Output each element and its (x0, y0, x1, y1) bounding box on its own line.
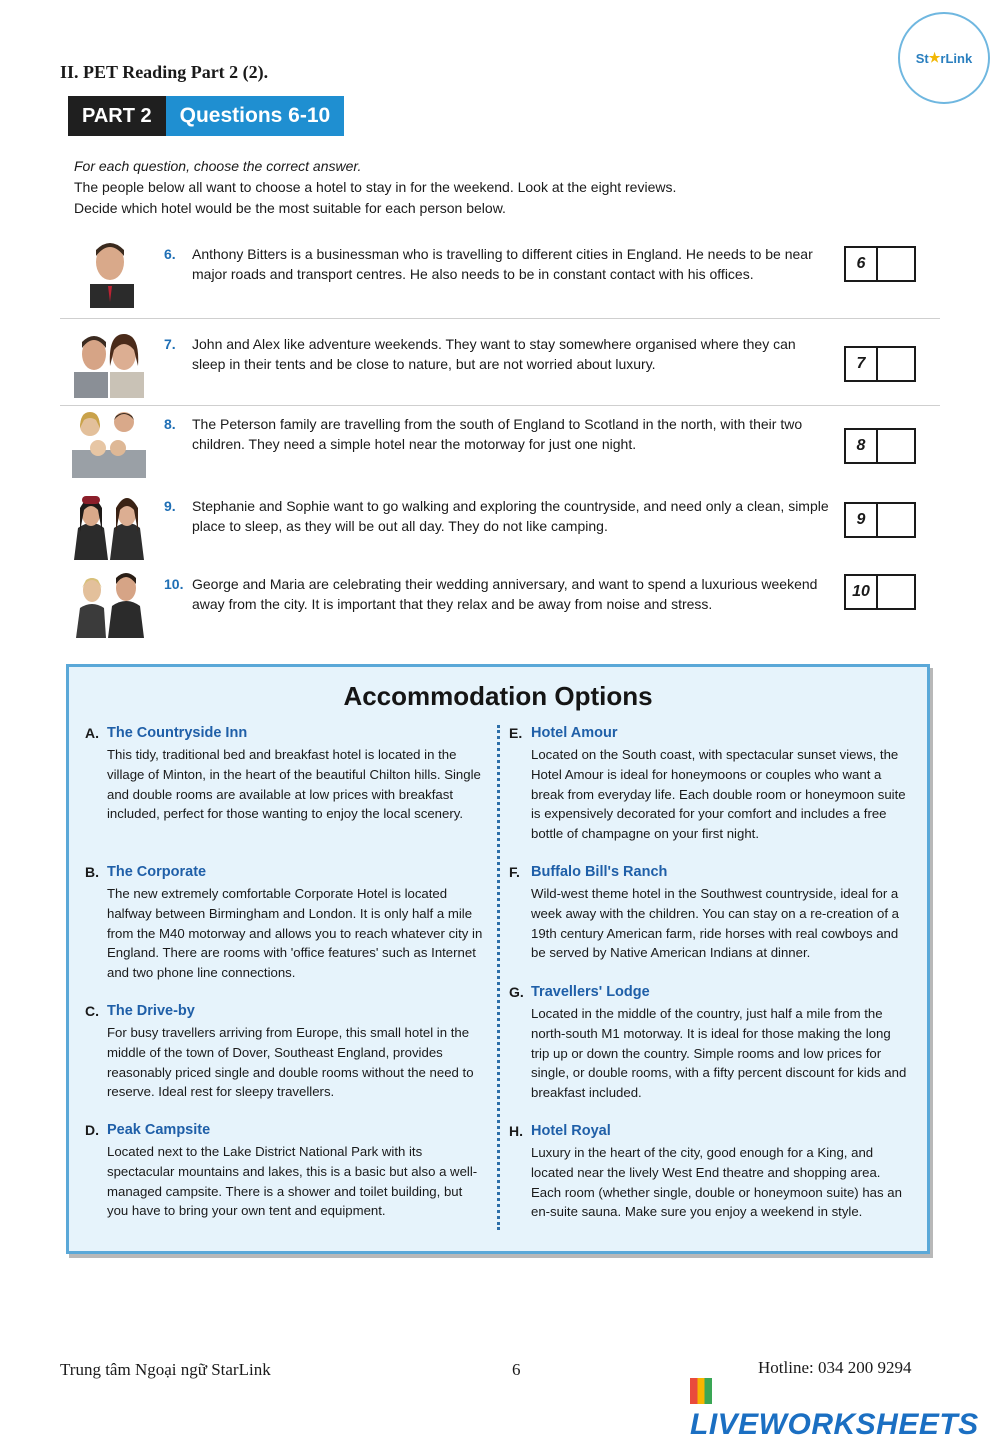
part-banner (68, 96, 344, 136)
question-text: John and Alex like adventure weekends. They want to stay somewhere organised where they can sleep in their tents and be close to nature, but are not worried about luxury. (192, 336, 796, 372)
option-name: The Drive-by (107, 1003, 195, 1019)
answer-box (844, 574, 916, 610)
anniversary-couple-photo (68, 566, 150, 638)
question-number: 6. (164, 246, 176, 262)
column-divider (497, 725, 500, 1230)
answer-input[interactable] (878, 576, 914, 608)
answer-box (844, 428, 916, 464)
businessman-photo (68, 236, 150, 308)
answer-box (844, 346, 916, 382)
question-row (60, 236, 940, 316)
option-description: Located next to the Lake District National Park with its spectacular mountains and lakes, this is a basic but also a well-managed campsite. There is a shower and toilet building, but you have to bring your own tent and equipment. (107, 1144, 478, 1219)
option-name: Hotel Royal (531, 1123, 611, 1139)
option-name: The Corporate (107, 864, 207, 880)
page-heading: II. PET Reading Part 2 (2). (60, 62, 269, 82)
questions-range: Questions 6-10 (166, 96, 345, 136)
answer-box-number: 10 (846, 576, 878, 608)
logo-text-end: rLink (940, 50, 973, 66)
option-name: Buffalo Bill's Ranch (531, 864, 668, 880)
couple-photo (68, 326, 150, 398)
question-row (60, 326, 940, 406)
liveworksheets-logo (690, 1374, 1000, 1442)
divider (60, 318, 940, 319)
answer-box (844, 502, 916, 538)
answer-box-number: 8 (846, 430, 878, 462)
option-name: Peak Campsite (107, 1122, 211, 1138)
option-letter: D. (85, 1122, 99, 1138)
star-icon: ★ (928, 50, 941, 65)
option-letter: C. (85, 1003, 99, 1019)
instruction-line-2: The people below all want to choose a hotel to stay in for the weekend. Look at the eight reviews. (74, 179, 677, 195)
family-photo (68, 406, 150, 478)
instructions (74, 156, 874, 219)
option-letter: B. (85, 864, 99, 880)
question-text: George and Maria are celebrating their wedding anniversary, and want to spend a luxurious weekend away from the city. It is important that they relax and be away from noise and stress. (192, 576, 818, 612)
answer-box-number: 6 (846, 248, 878, 280)
option-description: This tidy, traditional bed and breakfast hotel is located in the village of Minton, in the heart of the beautiful Chilton hills. Single and double rooms are available at low prices with breakfast included, perfect for those wanting to enjoy the local scenery. (107, 747, 481, 822)
answer-input[interactable] (878, 504, 914, 536)
question-number: 7. (164, 336, 176, 352)
question-row (60, 566, 940, 646)
option-name: Travellers' Lodge (531, 984, 650, 1000)
option-description: Located on the South coast, with spectacular sunset views, the Hotel Amour is ideal for honeymoons or couples who want a break from everyday life. Each double room or honeymoon suite is expensively decorated for your comfort and includes a free bottle of champagne on your first night. (531, 747, 906, 842)
option-description: Wild-west theme hotel in the Southwest countryside, ideal for a week away with the children. You can stay on a re-creation of a 19th century American farm, ride horses with real cowboys and be served by Native American Indians at dinner. (531, 886, 899, 961)
question-text: The Peterson family are travelling from the south of England to Scotland in the north, with their two children. They need a simple hotel near the motorway for just one night. (192, 416, 803, 452)
page-number: 6 (512, 1360, 521, 1379)
question-number: 8. (164, 416, 176, 432)
option-letter: E. (509, 725, 523, 741)
answer-box-number: 7 (846, 348, 878, 380)
panel-title: Accommodation Options (343, 681, 653, 711)
option-description: For busy travellers arriving from Europe, this small hotel in the middle of the town of Dover, Southeast England, provides reasonably priced single and double rooms without the need to reserve. Ideal rest for sleepy travellers. (107, 1025, 474, 1100)
answer-input[interactable] (878, 430, 914, 462)
question-number: 10. (164, 576, 184, 592)
option-name: The Countryside Inn (107, 725, 248, 741)
starlink-logo (898, 12, 990, 104)
instruction-line-3: Decide which hotel would be the most suitable for each person below. (74, 200, 506, 216)
footer-hotline: Hotline: 034 200 9294 (758, 1358, 912, 1377)
accommodation-panel (66, 664, 930, 1254)
logo-text-start: St (915, 50, 929, 66)
option-letter: H. (509, 1123, 523, 1139)
option-name: Hotel Amour (531, 725, 618, 741)
liveworksheets-text: LIVEWORKSHEETS (690, 1408, 979, 1441)
question-number: 9. (164, 498, 176, 514)
answer-input[interactable] (878, 348, 914, 380)
option-description: Luxury in the heart of the city, good enough for a King, and located near the lively West End theatre and shopping area. Each room (whether single, double or honeymoon suite) has an en-suite sauna. Make sure you enjoy a weekend in style. (531, 1145, 902, 1220)
footer-center-name: Trung tâm Ngoại ngữ StarLink (60, 1360, 271, 1379)
option-letter: G. (509, 984, 524, 1000)
question-text: Stephanie and Sophie want to go walking and exploring the countryside, and need only a clean, simple place to sleep, as they will be out all day. They do not like camping. (192, 498, 829, 534)
answer-input[interactable] (878, 248, 914, 280)
answer-box-number: 9 (846, 504, 878, 536)
liveworksheets-icon (690, 1378, 712, 1404)
question-row (60, 406, 940, 486)
answer-box (844, 246, 916, 282)
option-description: The new extremely comfortable Corporate Hotel is located halfway between Birmingham and London. It is only half a mile from the M40 motorway and allows you to reach whatever city in England. There are rooms with 'office features' such as Internet and two phone line connections. (107, 886, 483, 981)
option-description: Located in the middle of the country, just half a mile from the north-south M1 motorway. It is ideal for those making the long trip up or down the country. Simple rooms and low prices for single, or double rooms, with a fifty percent discount for kids and breakfast included. (531, 1006, 907, 1101)
part-label: PART 2 (68, 96, 166, 136)
two-women-photo (68, 488, 150, 560)
question-row (60, 488, 940, 568)
option-letter: F. (509, 864, 520, 880)
instruction-line-1: For each question, choose the correct answer. (74, 158, 362, 174)
option-letter: A. (85, 725, 99, 741)
question-text: Anthony Bitters is a businessman who is travelling to different cities in England. He needs to be near major roads and transport centres. He also needs to be in constant contact with his offices. (192, 246, 813, 282)
